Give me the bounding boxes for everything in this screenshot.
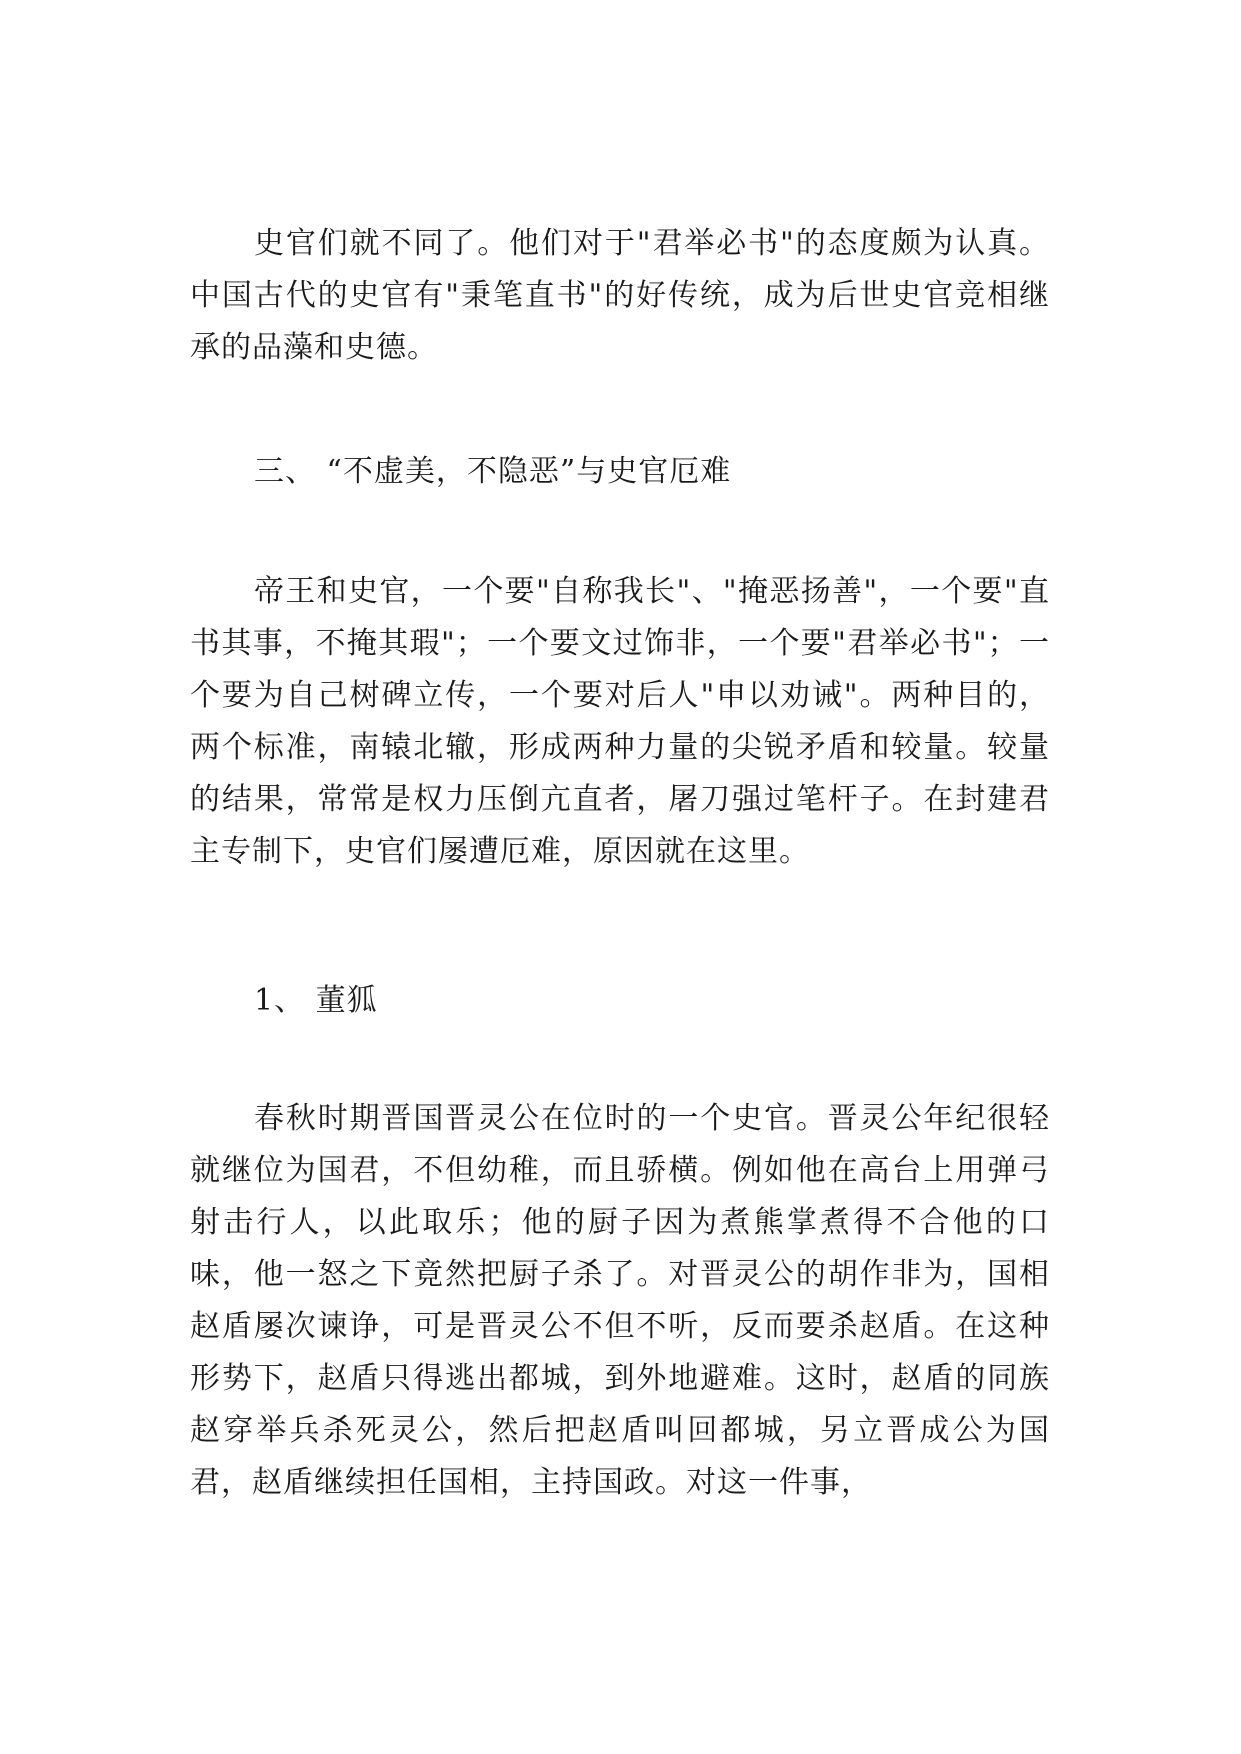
paragraph-emperor-vs-historian: 帝王和史官，一个要"自称我长"、"掩恶扬善"，一个要"直书其事，不掩其瑕"；一个要文过饰非，一个要"君举必书"；一个要为自己树碑立传，一个要对后人"申以劝诫"。两种目的，两个标准，南辕北辙，形成两种力量的尖锐矛盾和较量。较量的结果，常常是权力压倒亢直者，屠刀强过笔杆子。在封建君主专制下，史官们屡遭厄难，原因就在这里。: [190, 574, 1050, 869]
section-heading-3: 三、 “不虚美，不隐恶”与史官厄难: [254, 454, 732, 489]
paragraph-dong-hu-story: 春秋时期晋国晋灵公在位时的一个史官。晋灵公年纪很轻就继位为国君，不但幼稚，而且骄横。例如他在高台上用弹弓射击行人，以此取乐；他的厨子因为煮熊掌煮得不合他的口味，他一怒之下竟然把厨子杀了。对晋灵公的胡作非为，国相赵盾屡次谏诤，可是晋灵公不但不听，反而要杀赵盾。在这种形势下，赵盾只得逃出都城，到外地避难。这时，赵盾的同族赵穿举兵杀死灵公，然后把赵盾叫回都城，另立晋成公为国君，赵盾继续担任国相，主持国政。对这一件事，: [190, 1101, 1050, 1500]
paragraph-historians-attitude: 史官们就不同了。他们对于"君举必书"的态度颇为认真。中国古代的史官有"秉笔直书"的好传统，成为后世史官竞相继承的品藻和史德。: [190, 226, 1050, 365]
subsection-heading-dong-hu: 1、 董狐: [254, 983, 378, 1018]
